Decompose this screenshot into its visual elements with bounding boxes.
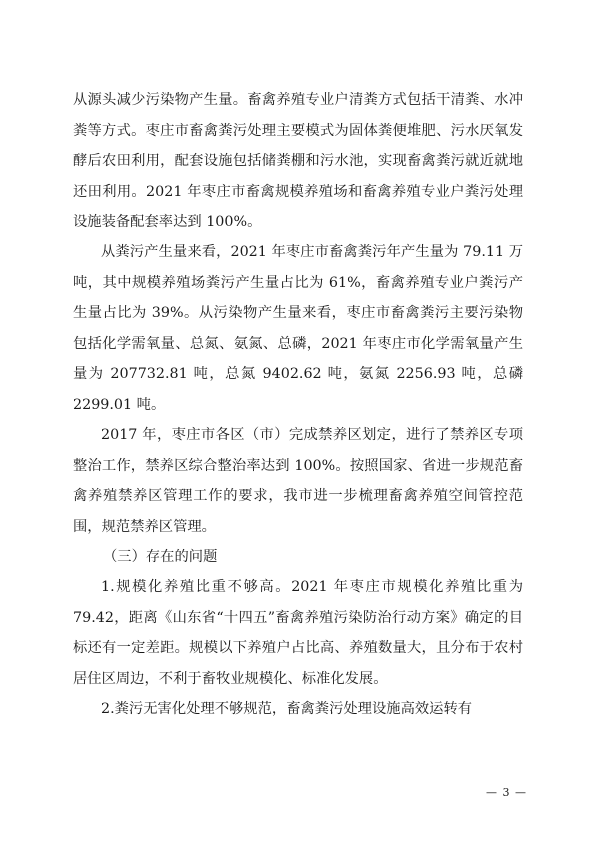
paragraph-problem-2: 2.粪污无害化处理不够规范，畜禽粪污处理设施高效运转有: [101, 701, 473, 717]
paragraph-no-breeding-zone: 2017 年，枣庄市各区（市）完成禁养区划定，进行了禁养区专项整治工作，禁养区综合整治率达到 100%。按照国家、省进一步规范畜禽养殖禁养区管理工作的要求，我市进一步梳理畜禽养殖空间管控范围，规范禁养区管理。: [73, 427, 523, 535]
paragraph-manure-output: 从粪污产生量来看，2021 年枣庄市畜禽粪污年产生量为 79.11 万吨，其中规模养殖场粪污产生量占比为 61%，畜禽养殖专业户粪污产生量占比为 39%。从污染物产生量来看，枣庄市畜禽粪污主要污染物包括化学需氧量、总氮、氨氮、总磷，2021 年枣庄市化学需氧量产生量为 207732.81 吨，总氮 9402.62 吨，氨氮 2256.93 吨，总磷 2299.01 吨。: [73, 244, 523, 413]
page-number: — 3 —: [486, 786, 527, 799]
section-heading-problems: （三）存在的问题: [103, 549, 218, 565]
paragraph-manure-treatment: 从源头减少污染物产生量。畜禽养殖专业户清粪方式包括干清粪、水冲粪等方式。枣庄市畜禽粪污处理主要模式为固体粪便堆肥、污水厌氧发酵后农田利用，配套设施包括储粪棚和污水池，实现畜禽粪污就近就地还田利用。2021 年枣庄市畜禽规模养殖场和畜禽养殖专业户粪污处理设施装备配套率达到 100%。: [73, 92, 523, 230]
paragraph-problem-1: 1.规模化养殖比重不够高。2021 年枣庄市规模化养殖比重为 79.42，距离《山东省“十四五”畜禽养殖污染防治行动方案》确定的目标还有一定差距。规模以下养殖户占比高、养殖数量大，且分布于农村居住区周边，不利于畜牧业规模化、标准化发展。: [73, 579, 523, 687]
